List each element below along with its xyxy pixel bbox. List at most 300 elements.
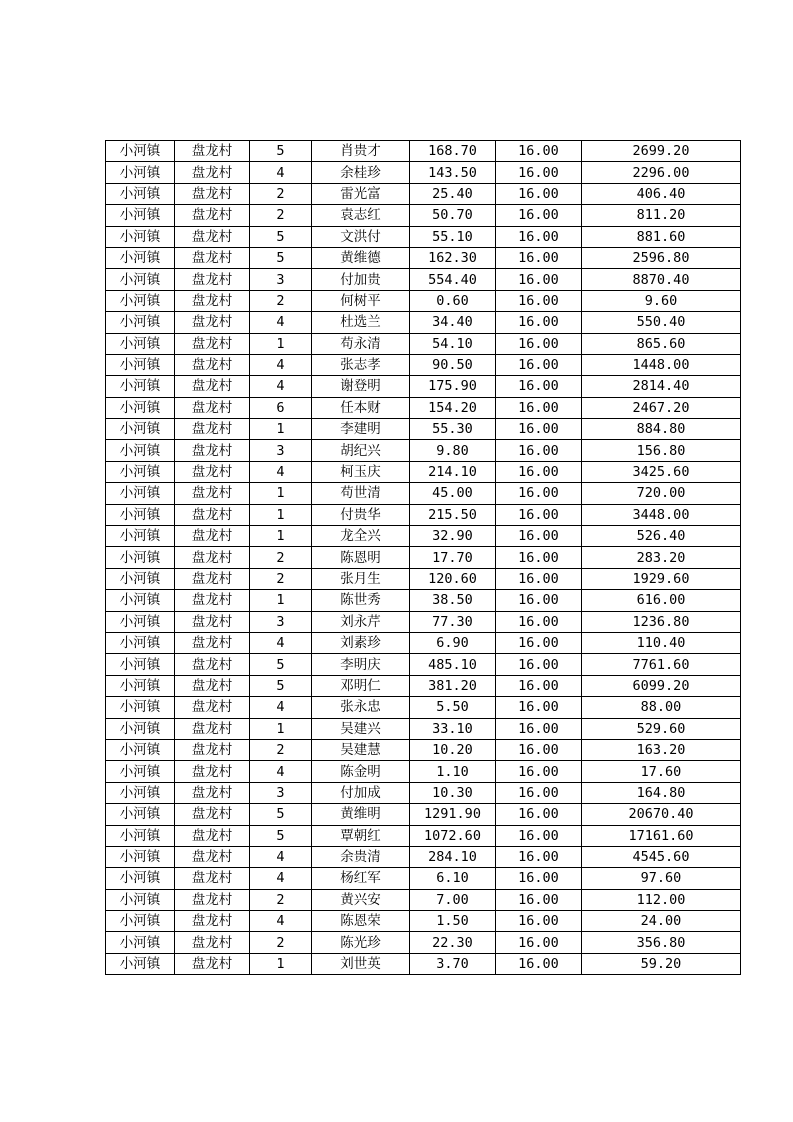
area-cell: 3.70 <box>410 953 496 974</box>
town-cell: 小河镇 <box>106 354 175 375</box>
town-cell: 小河镇 <box>106 782 175 803</box>
name-cell: 张月生 <box>312 568 410 589</box>
village-cell: 盘龙村 <box>175 440 250 461</box>
amount-cell: 1236.80 <box>582 611 741 632</box>
group-cell: 4 <box>250 376 312 397</box>
rate-cell: 16.00 <box>496 761 582 782</box>
rate-cell: 16.00 <box>496 504 582 525</box>
name-cell: 杜选兰 <box>312 312 410 333</box>
name-cell: 陈恩荣 <box>312 911 410 932</box>
area-cell: 45.00 <box>410 483 496 504</box>
village-cell: 盘龙村 <box>175 354 250 375</box>
table-row <box>106 419 741 440</box>
town-cell: 小河镇 <box>106 804 175 825</box>
group-cell: 4 <box>250 846 312 867</box>
town-cell: 小河镇 <box>106 547 175 568</box>
name-cell: 胡纪兴 <box>312 440 410 461</box>
group-cell: 3 <box>250 782 312 803</box>
group-cell: 1 <box>250 504 312 525</box>
rate-cell: 16.00 <box>496 568 582 589</box>
town-cell: 小河镇 <box>106 632 175 653</box>
name-cell: 苟世清 <box>312 483 410 504</box>
group-cell: 5 <box>250 141 312 162</box>
town-cell: 小河镇 <box>106 183 175 204</box>
amount-cell: 3425.60 <box>582 461 741 482</box>
name-cell: 何树平 <box>312 290 410 311</box>
amount-cell: 112.00 <box>582 889 741 910</box>
name-cell: 黄维德 <box>312 247 410 268</box>
village-cell: 盘龙村 <box>175 868 250 889</box>
group-cell: 4 <box>250 461 312 482</box>
town-cell: 小河镇 <box>106 290 175 311</box>
town-cell: 小河镇 <box>106 312 175 333</box>
village-cell: 盘龙村 <box>175 718 250 739</box>
village-cell: 盘龙村 <box>175 226 250 247</box>
table-row <box>106 547 741 568</box>
name-cell: 黄兴安 <box>312 889 410 910</box>
table-row <box>106 846 741 867</box>
rate-cell: 16.00 <box>496 141 582 162</box>
area-cell: 1291.90 <box>410 804 496 825</box>
amount-cell: 2699.20 <box>582 141 741 162</box>
group-cell: 5 <box>250 675 312 696</box>
town-cell: 小河镇 <box>106 526 175 547</box>
town-cell: 小河镇 <box>106 376 175 397</box>
amount-cell: 97.60 <box>582 868 741 889</box>
name-cell: 雷光富 <box>312 183 410 204</box>
rate-cell: 16.00 <box>496 911 582 932</box>
rate-cell: 16.00 <box>496 397 582 418</box>
area-cell: 120.60 <box>410 568 496 589</box>
amount-cell: 7761.60 <box>582 654 741 675</box>
rate-cell: 16.00 <box>496 290 582 311</box>
area-cell: 215.50 <box>410 504 496 525</box>
town-cell: 小河镇 <box>106 911 175 932</box>
amount-cell: 2596.80 <box>582 247 741 268</box>
rate-cell: 16.00 <box>496 718 582 739</box>
town-cell: 小河镇 <box>106 226 175 247</box>
village-cell: 盘龙村 <box>175 654 250 675</box>
area-cell: 6.10 <box>410 868 496 889</box>
village-cell: 盘龙村 <box>175 846 250 867</box>
name-cell: 邓明仁 <box>312 675 410 696</box>
village-cell: 盘龙村 <box>175 376 250 397</box>
table-row <box>106 312 741 333</box>
town-cell: 小河镇 <box>106 590 175 611</box>
rate-cell: 16.00 <box>496 590 582 611</box>
rate-cell: 16.00 <box>496 419 582 440</box>
rate-cell: 16.00 <box>496 461 582 482</box>
name-cell: 袁志红 <box>312 205 410 226</box>
amount-cell: 720.00 <box>582 483 741 504</box>
amount-cell: 811.20 <box>582 205 741 226</box>
area-cell: 25.40 <box>410 183 496 204</box>
group-cell: 1 <box>250 718 312 739</box>
name-cell: 付加成 <box>312 782 410 803</box>
area-cell: 214.10 <box>410 461 496 482</box>
amount-cell: 24.00 <box>582 911 741 932</box>
amount-cell: 529.60 <box>582 718 741 739</box>
table-row <box>106 590 741 611</box>
rate-cell: 16.00 <box>496 226 582 247</box>
group-cell: 5 <box>250 226 312 247</box>
amount-cell: 526.40 <box>582 526 741 547</box>
town-cell: 小河镇 <box>106 483 175 504</box>
group-cell: 2 <box>250 739 312 760</box>
rate-cell: 16.00 <box>496 782 582 803</box>
table-row <box>106 461 741 482</box>
area-cell: 1072.60 <box>410 825 496 846</box>
rate-cell: 16.00 <box>496 183 582 204</box>
area-cell: 0.60 <box>410 290 496 311</box>
group-cell: 5 <box>250 825 312 846</box>
amount-cell: 616.00 <box>582 590 741 611</box>
town-cell: 小河镇 <box>106 889 175 910</box>
name-cell: 龙全兴 <box>312 526 410 547</box>
village-cell: 盘龙村 <box>175 697 250 718</box>
name-cell: 陈金明 <box>312 761 410 782</box>
village-cell: 盘龙村 <box>175 590 250 611</box>
amount-cell: 110.40 <box>582 632 741 653</box>
rate-cell: 16.00 <box>496 654 582 675</box>
group-cell: 1 <box>250 333 312 354</box>
village-cell: 盘龙村 <box>175 183 250 204</box>
village-cell: 盘龙村 <box>175 739 250 760</box>
town-cell: 小河镇 <box>106 761 175 782</box>
area-cell: 50.70 <box>410 205 496 226</box>
area-cell: 22.30 <box>410 932 496 953</box>
table-row <box>106 911 741 932</box>
table-row <box>106 183 741 204</box>
amount-cell: 884.80 <box>582 419 741 440</box>
table-row <box>106 376 741 397</box>
village-cell: 盘龙村 <box>175 312 250 333</box>
village-cell: 盘龙村 <box>175 611 250 632</box>
amount-cell: 9.60 <box>582 290 741 311</box>
table-row <box>106 654 741 675</box>
table-row <box>106 718 741 739</box>
group-cell: 5 <box>250 247 312 268</box>
town-cell: 小河镇 <box>106 162 175 183</box>
group-cell: 4 <box>250 868 312 889</box>
group-cell: 4 <box>250 162 312 183</box>
village-cell: 盘龙村 <box>175 504 250 525</box>
rate-cell: 16.00 <box>496 868 582 889</box>
area-cell: 10.20 <box>410 739 496 760</box>
rate-cell: 16.00 <box>496 312 582 333</box>
group-cell: 2 <box>250 183 312 204</box>
area-cell: 6.90 <box>410 632 496 653</box>
table-row <box>106 611 741 632</box>
rate-cell: 16.00 <box>496 846 582 867</box>
amount-cell: 17161.60 <box>582 825 741 846</box>
table-row <box>106 889 741 910</box>
village-cell: 盘龙村 <box>175 333 250 354</box>
area-cell: 162.30 <box>410 247 496 268</box>
town-cell: 小河镇 <box>106 932 175 953</box>
rate-cell: 16.00 <box>496 247 582 268</box>
group-cell: 3 <box>250 269 312 290</box>
table-row <box>106 953 741 974</box>
area-cell: 90.50 <box>410 354 496 375</box>
table-row <box>106 804 741 825</box>
rate-cell: 16.00 <box>496 376 582 397</box>
village-cell: 盘龙村 <box>175 205 250 226</box>
table-row <box>106 825 741 846</box>
table-row <box>106 697 741 718</box>
area-cell: 55.10 <box>410 226 496 247</box>
group-cell: 4 <box>250 697 312 718</box>
table-row <box>106 526 741 547</box>
town-cell: 小河镇 <box>106 846 175 867</box>
group-cell: 2 <box>250 205 312 226</box>
town-cell: 小河镇 <box>106 611 175 632</box>
village-cell: 盘龙村 <box>175 397 250 418</box>
rate-cell: 16.00 <box>496 333 582 354</box>
town-cell: 小河镇 <box>106 269 175 290</box>
town-cell: 小河镇 <box>106 461 175 482</box>
name-cell: 陈恩明 <box>312 547 410 568</box>
village-cell: 盘龙村 <box>175 932 250 953</box>
town-cell: 小河镇 <box>106 953 175 974</box>
name-cell: 文洪付 <box>312 226 410 247</box>
table-row <box>106 761 741 782</box>
village-cell: 盘龙村 <box>175 632 250 653</box>
village-cell: 盘龙村 <box>175 804 250 825</box>
group-cell: 1 <box>250 590 312 611</box>
table-row <box>106 504 741 525</box>
village-cell: 盘龙村 <box>175 761 250 782</box>
area-cell: 143.50 <box>410 162 496 183</box>
subsidy-table <box>105 140 741 975</box>
area-cell: 77.30 <box>410 611 496 632</box>
name-cell: 苟永清 <box>312 333 410 354</box>
group-cell: 2 <box>250 932 312 953</box>
area-cell: 55.30 <box>410 419 496 440</box>
rate-cell: 16.00 <box>496 547 582 568</box>
village-cell: 盘龙村 <box>175 825 250 846</box>
table-row <box>106 247 741 268</box>
table-body <box>106 141 741 975</box>
town-cell: 小河镇 <box>106 205 175 226</box>
village-cell: 盘龙村 <box>175 911 250 932</box>
village-cell: 盘龙村 <box>175 547 250 568</box>
rate-cell: 16.00 <box>496 354 582 375</box>
rate-cell: 16.00 <box>496 205 582 226</box>
rate-cell: 16.00 <box>496 269 582 290</box>
area-cell: 168.70 <box>410 141 496 162</box>
area-cell: 284.10 <box>410 846 496 867</box>
area-cell: 32.90 <box>410 526 496 547</box>
group-cell: 4 <box>250 312 312 333</box>
table-row <box>106 483 741 504</box>
table-row <box>106 269 741 290</box>
table-row <box>106 162 741 183</box>
area-cell: 54.10 <box>410 333 496 354</box>
rate-cell: 16.00 <box>496 739 582 760</box>
village-cell: 盘龙村 <box>175 889 250 910</box>
group-cell: 2 <box>250 568 312 589</box>
name-cell: 刘永芹 <box>312 611 410 632</box>
table-row <box>106 932 741 953</box>
name-cell: 黄维明 <box>312 804 410 825</box>
name-cell: 刘世英 <box>312 953 410 974</box>
table-row <box>106 868 741 889</box>
town-cell: 小河镇 <box>106 397 175 418</box>
rate-cell: 16.00 <box>496 632 582 653</box>
area-cell: 1.10 <box>410 761 496 782</box>
amount-cell: 156.80 <box>582 440 741 461</box>
group-cell: 1 <box>250 419 312 440</box>
amount-cell: 1448.00 <box>582 354 741 375</box>
town-cell: 小河镇 <box>106 333 175 354</box>
village-cell: 盘龙村 <box>175 526 250 547</box>
name-cell: 李建明 <box>312 419 410 440</box>
table-row <box>106 568 741 589</box>
area-cell: 38.50 <box>410 590 496 611</box>
name-cell: 余桂珍 <box>312 162 410 183</box>
name-cell: 李明庆 <box>312 654 410 675</box>
name-cell: 付加贵 <box>312 269 410 290</box>
table-row <box>106 333 741 354</box>
table-row <box>106 290 741 311</box>
table-row <box>106 632 741 653</box>
table-row <box>106 397 741 418</box>
village-cell: 盘龙村 <box>175 269 250 290</box>
amount-cell: 8870.40 <box>582 269 741 290</box>
town-cell: 小河镇 <box>106 568 175 589</box>
amount-cell: 865.60 <box>582 333 741 354</box>
town-cell: 小河镇 <box>106 440 175 461</box>
group-cell: 1 <box>250 953 312 974</box>
town-cell: 小河镇 <box>106 247 175 268</box>
village-cell: 盘龙村 <box>175 953 250 974</box>
table-row <box>106 226 741 247</box>
area-cell: 1.50 <box>410 911 496 932</box>
town-cell: 小河镇 <box>106 825 175 846</box>
name-cell: 陈光珍 <box>312 932 410 953</box>
rate-cell: 16.00 <box>496 889 582 910</box>
village-cell: 盘龙村 <box>175 483 250 504</box>
town-cell: 小河镇 <box>106 504 175 525</box>
amount-cell: 3448.00 <box>582 504 741 525</box>
amount-cell: 356.80 <box>582 932 741 953</box>
amount-cell: 88.00 <box>582 697 741 718</box>
area-cell: 554.40 <box>410 269 496 290</box>
rate-cell: 16.00 <box>496 953 582 974</box>
rate-cell: 16.00 <box>496 697 582 718</box>
area-cell: 33.10 <box>410 718 496 739</box>
amount-cell: 2814.40 <box>582 376 741 397</box>
name-cell: 吴建慧 <box>312 739 410 760</box>
name-cell: 陈世秀 <box>312 590 410 611</box>
rate-cell: 16.00 <box>496 611 582 632</box>
table-row <box>106 354 741 375</box>
area-cell: 175.90 <box>410 376 496 397</box>
amount-cell: 164.80 <box>582 782 741 803</box>
group-cell: 6 <box>250 397 312 418</box>
village-cell: 盘龙村 <box>175 568 250 589</box>
village-cell: 盘龙村 <box>175 419 250 440</box>
town-cell: 小河镇 <box>106 739 175 760</box>
name-cell: 余贵清 <box>312 846 410 867</box>
village-cell: 盘龙村 <box>175 247 250 268</box>
amount-cell: 6099.20 <box>582 675 741 696</box>
area-cell: 485.10 <box>410 654 496 675</box>
group-cell: 5 <box>250 654 312 675</box>
name-cell: 肖贵才 <box>312 141 410 162</box>
area-cell: 17.70 <box>410 547 496 568</box>
village-cell: 盘龙村 <box>175 290 250 311</box>
town-cell: 小河镇 <box>106 675 175 696</box>
area-cell: 34.40 <box>410 312 496 333</box>
name-cell: 付贵华 <box>312 504 410 525</box>
table-row <box>106 141 741 162</box>
name-cell: 杨红军 <box>312 868 410 889</box>
area-cell: 7.00 <box>410 889 496 910</box>
town-cell: 小河镇 <box>106 697 175 718</box>
name-cell: 柯玉庆 <box>312 461 410 482</box>
rate-cell: 16.00 <box>496 440 582 461</box>
village-cell: 盘龙村 <box>175 675 250 696</box>
table-row <box>106 782 741 803</box>
name-cell: 任本财 <box>312 397 410 418</box>
rate-cell: 16.00 <box>496 483 582 504</box>
group-cell: 4 <box>250 632 312 653</box>
group-cell: 5 <box>250 804 312 825</box>
village-cell: 盘龙村 <box>175 461 250 482</box>
area-cell: 381.20 <box>410 675 496 696</box>
amount-cell: 881.60 <box>582 226 741 247</box>
name-cell: 张永忠 <box>312 697 410 718</box>
rate-cell: 16.00 <box>496 675 582 696</box>
rate-cell: 16.00 <box>496 804 582 825</box>
amount-cell: 163.20 <box>582 739 741 760</box>
group-cell: 1 <box>250 483 312 504</box>
town-cell: 小河镇 <box>106 868 175 889</box>
table-row <box>106 739 741 760</box>
name-cell: 谢登明 <box>312 376 410 397</box>
rate-cell: 16.00 <box>496 162 582 183</box>
group-cell: 3 <box>250 611 312 632</box>
table-row <box>106 675 741 696</box>
table-row <box>106 205 741 226</box>
town-cell: 小河镇 <box>106 419 175 440</box>
name-cell: 张志孝 <box>312 354 410 375</box>
group-cell: 4 <box>250 761 312 782</box>
amount-cell: 1929.60 <box>582 568 741 589</box>
amount-cell: 4545.60 <box>582 846 741 867</box>
name-cell: 覃朝红 <box>312 825 410 846</box>
amount-cell: 59.20 <box>582 953 741 974</box>
amount-cell: 17.60 <box>582 761 741 782</box>
name-cell: 刘素珍 <box>312 632 410 653</box>
group-cell: 1 <box>250 526 312 547</box>
group-cell: 2 <box>250 290 312 311</box>
town-cell: 小河镇 <box>106 718 175 739</box>
amount-cell: 283.20 <box>582 547 741 568</box>
area-cell: 9.80 <box>410 440 496 461</box>
rate-cell: 16.00 <box>496 825 582 846</box>
village-cell: 盘龙村 <box>175 782 250 803</box>
group-cell: 2 <box>250 547 312 568</box>
area-cell: 154.20 <box>410 397 496 418</box>
amount-cell: 20670.40 <box>582 804 741 825</box>
amount-cell: 550.40 <box>582 312 741 333</box>
village-cell: 盘龙村 <box>175 162 250 183</box>
name-cell: 吴建兴 <box>312 718 410 739</box>
area-cell: 10.30 <box>410 782 496 803</box>
